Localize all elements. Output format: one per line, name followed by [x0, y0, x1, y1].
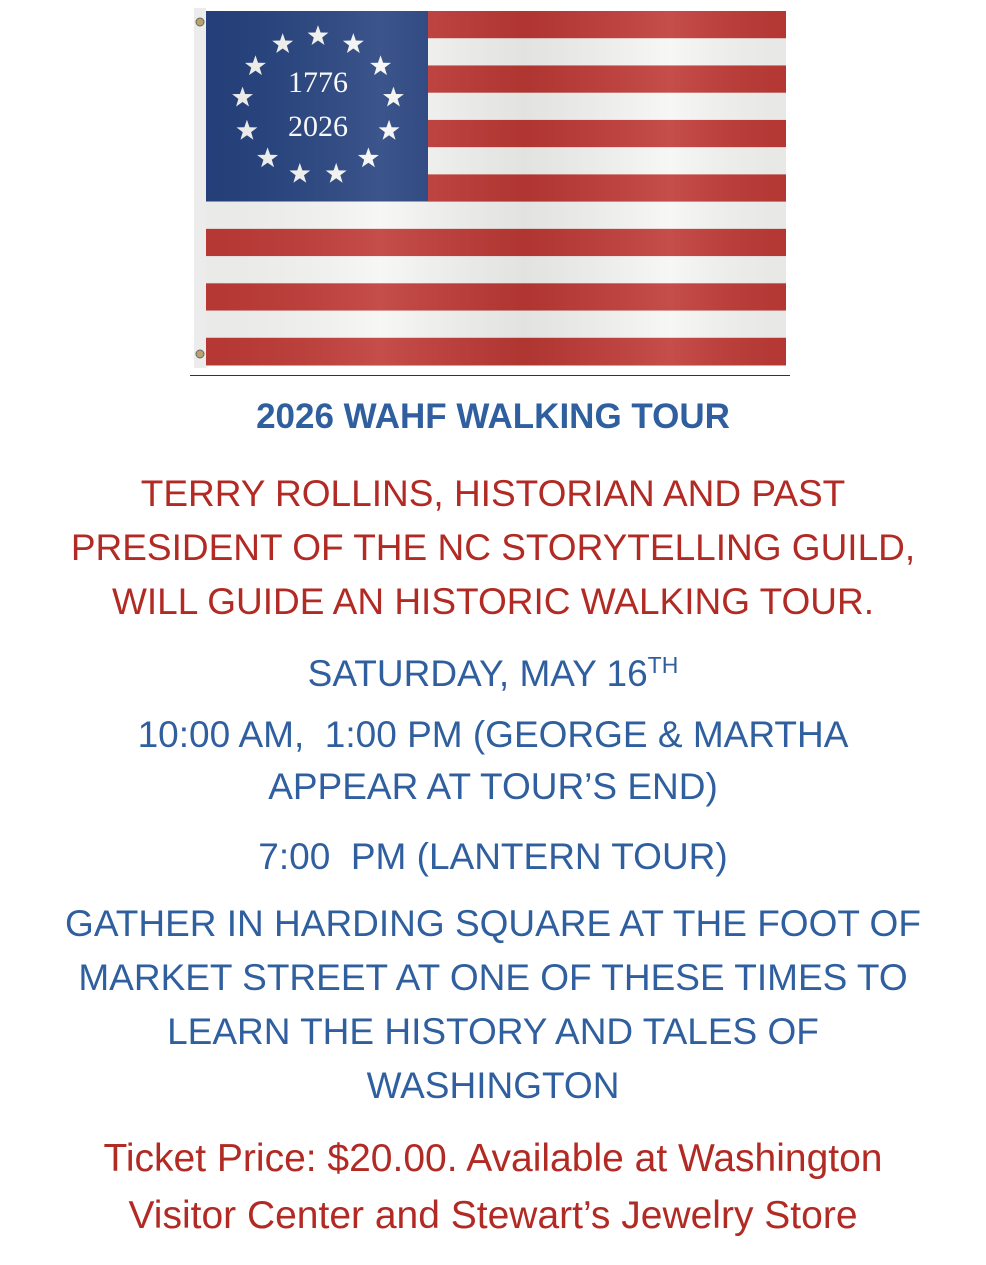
flag-shading [206, 11, 786, 365]
host-line-1: TERRY ROLLINS, HISTORIAN AND PAST [140, 473, 846, 514]
host-line-3: WILL GUIDE AN HISTORIC WALKING TOUR. [111, 581, 875, 622]
gather-line-4: WASHINGTON [366, 1065, 620, 1106]
tour-times-line-1: 10:00 AM, 1:00 PM (GEORGE & MARTHA [137, 714, 849, 755]
tour-date-text: SATURDAY, MAY 16 [307, 653, 648, 694]
tour-times [0, 709, 986, 813]
ticket-info [0, 1130, 986, 1244]
gather-line-1: GATHER IN HARDING SQUARE AT THE FOOT OF [65, 903, 921, 944]
lantern-tour-time: 7:00 PM (LANTERN TOUR) [258, 836, 728, 877]
ticket-line-2: Visitor Center and Stewart’s Jewelry Store [128, 1194, 858, 1237]
host-line-2: PRESIDENT OF THE NC STORYTELLING GUILD, [70, 527, 916, 568]
gathering-info [0, 897, 986, 1113]
gather-line-2: MARKET STREET AT ONE OF THESE TIMES TO [78, 957, 908, 998]
flag-image [194, 8, 786, 368]
page-title: 2026 WAHF WALKING TOUR [256, 397, 730, 436]
grommet-bottom [196, 350, 204, 358]
flag-header-band [194, 8, 206, 368]
tour-date [0, 641, 986, 698]
divider-line [190, 375, 790, 376]
grommet-top [196, 18, 204, 26]
gather-line-3: LEARN THE HISTORY AND TALES OF [167, 1011, 819, 1052]
host-description [0, 467, 986, 629]
ticket-line-1: Ticket Price: $20.00. Available at Washington [103, 1137, 883, 1180]
betsy-ross-flag [194, 8, 786, 368]
tour-times-line-2: APPEAR AT TOUR’S END) [268, 766, 718, 807]
tour-date-suffix: TH [647, 652, 679, 678]
